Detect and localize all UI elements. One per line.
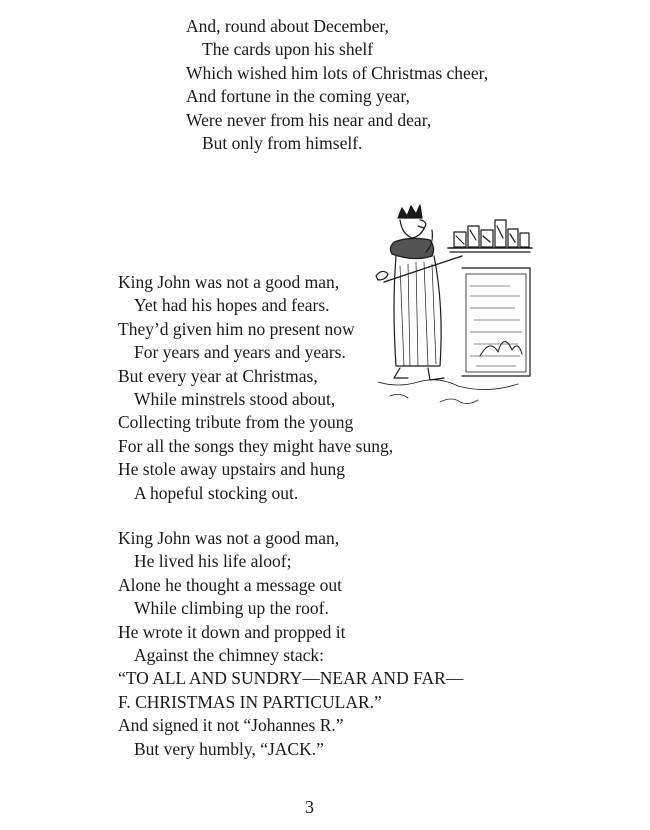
poem-line: Which wished him lots of Christmas cheer, [186,62,489,83]
poem-line: And signed it not “Johannes R.” [118,715,344,736]
poem-line: F. CHRISTMAS IN PARTICULAR.” [118,691,382,712]
stanza-3 [118,527,463,761]
poem-line: But very humbly, “JACK.” [134,738,324,759]
poem-line: For all the songs they might have sung, [118,435,394,456]
poem-line: He stole away upstairs and hung [118,459,345,480]
poem-line: Yet had his hopes and fears. [134,295,330,316]
poem-line: And fortune in the coming year, [186,86,410,107]
poem-line: But only from himself. [202,133,363,154]
poem-line: While climbing up the roof. [134,598,329,619]
page-number: 3 [305,797,314,817]
poem-line: He lived his life aloof; [134,551,292,572]
poem-line: And, round about December, [186,16,389,36]
poem-line: King John was not a good man, [118,272,340,292]
poem-line: He wrote it down and propped it [118,621,346,642]
king-icon [370,196,540,416]
stanza-2 [118,271,393,505]
poem-line: For years and years and years. [134,342,346,363]
poem-line: Alone he thought a message out [118,574,343,595]
poem-line: Collecting tribute from the young [118,412,354,433]
poem-line: Were never from his near and dear, [186,109,432,130]
king-john-fireplace-illustration [370,196,540,416]
poem-line: A hopeful stocking out. [134,482,299,503]
stanza-1 [186,15,488,155]
poem-line: While minstrels stood about, [134,389,336,410]
poem-line: But every year at Christmas, [118,365,318,386]
poem-line: King John was not a good man, [118,528,340,548]
poem-line: “TO ALL AND SUNDRY—NEAR AND FAR— [118,668,464,689]
poem-line: They’d given him no present now [118,318,355,339]
poem-line: The cards upon his shelf [202,39,374,60]
poem-line: Against the chimney stack: [134,645,325,666]
